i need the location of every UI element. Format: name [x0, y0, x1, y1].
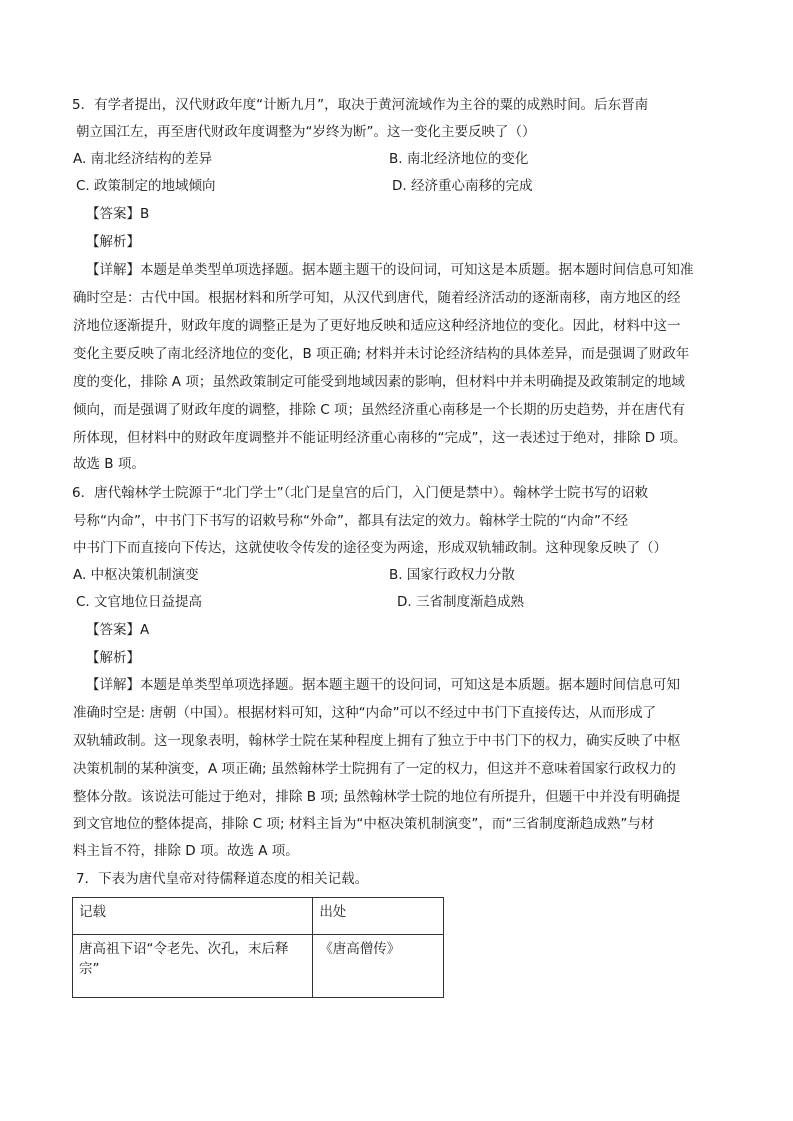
q6-option-c: C. 文官地位日益提高: [76, 594, 203, 610]
q6-detail-line-2: 准确时空是: 唐朝（中国）。根据材料可知，这种“内命”可以不经过中书门下直接传达，从而形成了: [73, 705, 657, 721]
q6-detail-line-6: 到文官地位的整体提高，排除 C 项; 材料主旨为“中枢决策机制演变”，而“三省制度渐趋成熟”与材: [73, 816, 655, 832]
q5-option-b: B. 南北经济地位的变化: [389, 151, 529, 167]
q5-option-d: D. 经济重心南移的完成: [392, 178, 533, 194]
q6-analysis-label: 【解析】: [86, 650, 140, 666]
q5-option-a: A. 南北经济结构的差异: [73, 151, 213, 167]
q5-stem-line-2: 朝立国江左，再至唐代财政年度调整为“岁终为断”。这一变化主要反映了（）: [76, 124, 536, 140]
q6-answer: 【答案】A: [86, 622, 150, 638]
q5-detail-line-2: 确时空是：古代中国。根据材料和所学可知，从汉代到唐代，随着经济活动的逐渐南移，南方地区的经: [73, 290, 681, 306]
q5-detail-line-4: 变化主要反映了南北经济地位的变化，B 项正确; 材料并未讨论经济结构的具体差异，而是强调了财政年: [73, 346, 690, 362]
q7-table: [72, 897, 444, 998]
q6-detail-line-3: 双轨辅政制。这一现象表明，翰林学士院在某种程度上拥有了独立于中书门下的权力，确实反映了中枢: [73, 733, 681, 749]
q6-detail-line-1: 【详解】本题是单类型单项选择题。据本题主题干的设问词，可知这是本质题。据本题时间信息可知: [86, 677, 680, 693]
q5-detail-line-7: 所体现，但材料中的财政年度调整并不能证明经济重心南移的“完成”，这一表述过于绝对，排除 D 项。: [73, 430, 687, 446]
q6-detail-line-7: 料主旨不符，排除 D 项。故选 A 项。: [73, 843, 299, 859]
q6-stem-line-2: 号称“内命”，中书门下书写的诏敕号称“外命”，都具有法定的效力。翰林学士院的“内命”不经: [73, 513, 628, 529]
q5-detail-line-8: 故选 B 项。: [73, 456, 145, 472]
q5-option-c: C. 政策制定的地域倾向: [76, 178, 216, 194]
table-cell-source: 《唐高僧传》: [313, 935, 444, 998]
table-row: [73, 935, 444, 998]
table-header-source: 出处: [313, 898, 444, 935]
q5-detail-line-6: 倾向，而是强调了财政年度的调整，排除 C 项；虽然经济重心南移是一个长期的历史趋势，并在唐代有: [73, 402, 686, 418]
table-header-record: 记载: [73, 898, 313, 935]
q6-stem-line-1: 6．唐代翰林学士院源于“北门学士”（北门是皇宫的后门，入门便是禁中）。翰林学士院书写的诏敕: [72, 485, 649, 501]
q5-detail-line-5: 度的变化，排除 A 项；虽然政策制定可能受到地域因素的影响，但材料中并未明确提及政策制定的地域: [73, 374, 685, 390]
q5-detail-line-1: 【详解】本题是单类型单项选择题。据本题主题干的设问词，可知这是本质题。据本题时间信息可知准: [86, 262, 694, 278]
q6-stem-line-3: 中书门下而直接向下传达，这就使收令传发的途径变为两途，形成双轨辅政制。这种现象反映了（）: [73, 540, 667, 556]
q5-stem-line-1: 5．有学者提出，汉代财政年度“计断九月”，取决于黄河流域作为主谷的粟的成熟时间。后东晋南: [72, 97, 649, 113]
q6-option-a: A. 中枢决策机制演变: [73, 567, 199, 583]
q5-analysis-label: 【解析】: [86, 234, 140, 250]
q6-detail-line-5: 整体分散。该说法可能过于绝对，排除 B 项; 虽然翰林学士院的地位有所提升，但题干中并没有明确提: [73, 789, 681, 805]
q6-detail-line-4: 决策机制的某种演变，A 项正确; 虽然翰林学士院拥有了一定的权力，但这并不意味着国家行政权力的: [73, 761, 676, 777]
q7-stem: 7．下表为唐代皇帝对待儒释道态度的相关记载。: [76, 871, 369, 887]
table-header-row: [73, 898, 444, 935]
q6-option-b: B. 国家行政权力分散: [389, 567, 515, 583]
q6-option-d: D. 三省制度渐趋成熟: [397, 594, 524, 610]
q5-detail-line-3: 济地位逐渐提升，财政年度的调整正是为了更好地反映和适应这种经济地位的变化。因此，材料中这一: [73, 318, 681, 334]
table-cell-record: 唐高祖下诏“令老先、次孔，末后释宗”: [73, 935, 313, 998]
q5-answer: 【答案】B: [86, 206, 150, 222]
